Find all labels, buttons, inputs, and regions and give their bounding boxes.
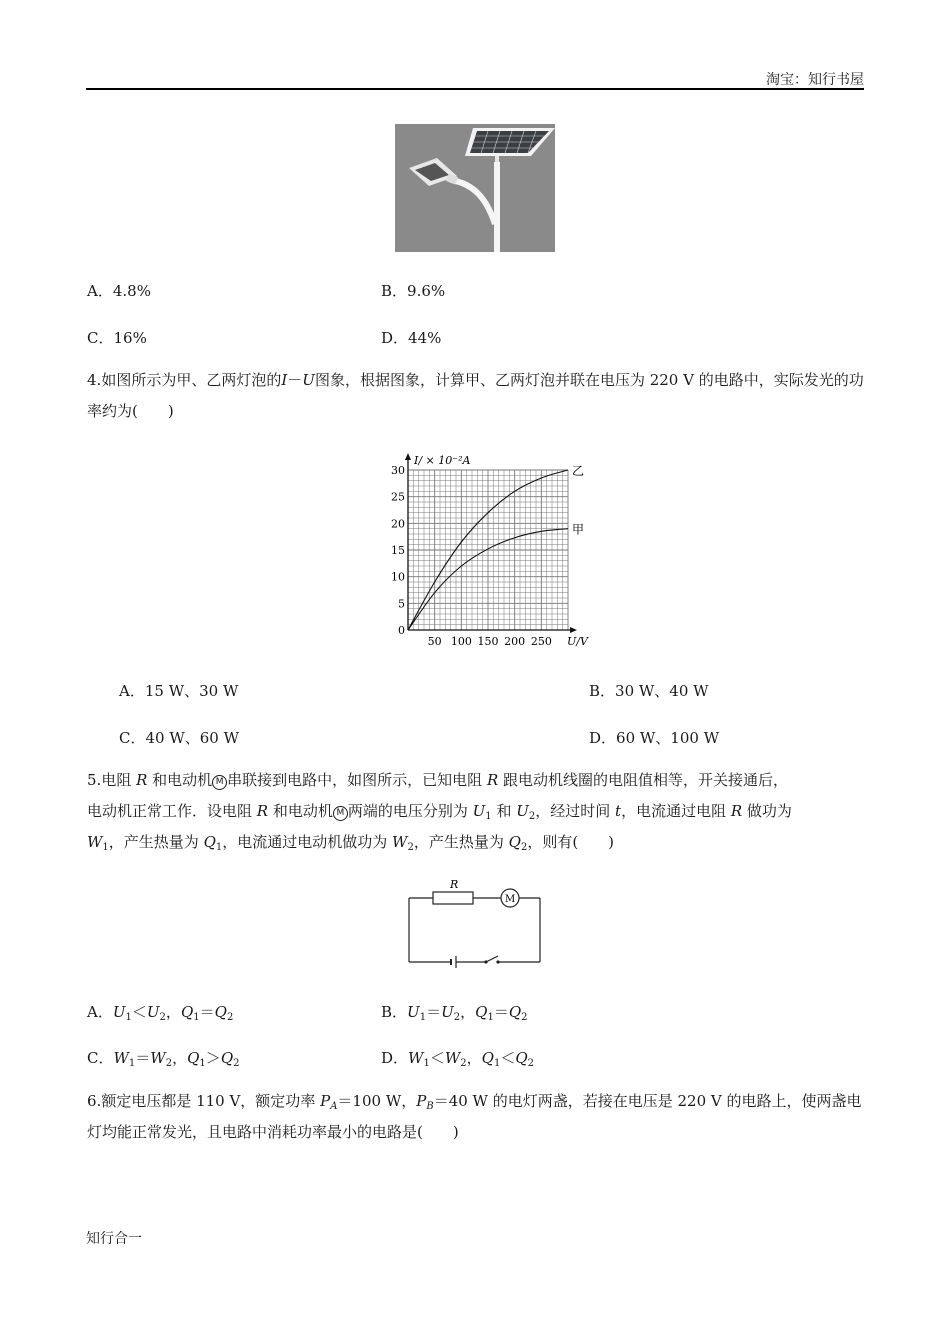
street-lamp-photo	[395, 124, 555, 252]
q5-line-3: $W_1$，产生热量为 $Q_1$，电流通过电动机做功为 $W_2$，产生热量为 $Q_2$，则有( )	[87, 833, 615, 853]
x-axis-arrow	[570, 627, 577, 633]
motor-symbol: M	[212, 775, 227, 790]
x-axis-label: U/V	[567, 635, 588, 648]
y-tick-label: 10	[391, 570, 405, 584]
x-tick-label: 150	[477, 635, 499, 648]
footer-text: 知行合一	[86, 1231, 142, 1247]
y-tick-label: 25	[391, 490, 405, 504]
q3-option-b[interactable]: B．9.6%	[381, 282, 446, 300]
x-tick-label: 200	[504, 635, 526, 648]
y-tick-label: 5	[398, 597, 405, 611]
switch-lever	[486, 956, 498, 962]
q4-question-text: 4.如图所示为甲、乙两灯泡的I－U图象，根据图象，计算甲、乙两灯泡并联在电压为 220 V 的电路中，实际发光的功率约为( )	[87, 371, 864, 420]
q5-option-a[interactable]: A．$U_1<U_2$，$Q_1=Q_2$	[87, 1003, 234, 1023]
chart-grid	[405, 453, 577, 633]
q3-option-a[interactable]: A．4.8%	[87, 282, 151, 300]
q3-option-c[interactable]: C．16%	[87, 329, 147, 347]
q4-option-d[interactable]: D．60 W、100 W	[589, 729, 720, 747]
q3-option-d[interactable]: D．44%	[381, 329, 442, 347]
x-tick-label: 250	[530, 635, 552, 648]
header-rule	[86, 88, 864, 90]
q4-option-a[interactable]: A．15 W、30 W	[119, 682, 239, 700]
iu-chart	[360, 446, 600, 652]
x-tick-label: 50	[427, 635, 442, 648]
y-axis-arrow	[405, 453, 411, 460]
motor-label: M	[505, 894, 516, 905]
q5-option-c[interactable]: C．$W_1=W_2$，$Q_1>Q_2$	[87, 1049, 240, 1069]
header-shop-label: 淘宝：知行书屋	[766, 72, 864, 88]
x-tick-label: 100	[450, 635, 472, 648]
q5-option-b[interactable]: B．$U_1=U_2$，$Q_1=Q_2$	[381, 1003, 528, 1023]
q4-option-c[interactable]: C．40 W、60 W	[119, 729, 240, 747]
y-tick-label: 15	[391, 544, 405, 557]
q5-option-d[interactable]: D．$W_1<W_2$，$Q_1<Q_2$	[381, 1049, 535, 1069]
q6-question-text: 6.额定电压都是 110 V，额定功率 $P_A=100$ W，$P_B=40$ W 的电灯两盏，若接在电压是 220 V 的电路上，使两盏电灯均能正常发光，且电路中消耗功率最小的电路是( )	[87, 1092, 862, 1141]
y-tick-label: 0	[398, 624, 405, 637]
circuit-diagram	[400, 876, 550, 970]
q5-line-1: 5.电阻 R 和电动机 M 串联接到电路中，如图所示，已知电阻 R 跟电动机线圈的电阻值相等，开关接通后，	[87, 771, 789, 789]
y-tick-label: 30	[391, 464, 405, 477]
q5-line-2: 电动机正常工作．设电阻 R 和电动机 M 两端的电压分别为 $U_1$ 和 $U_2$，经过时间 t，电流通过电阻 R 做功为	[87, 802, 792, 822]
y-axis-label: I/ × 10⁻²A	[414, 454, 471, 467]
q4-option-b[interactable]: B．30 W、40 W	[589, 682, 709, 700]
series-label: 乙	[572, 464, 585, 478]
series-label: 甲	[572, 522, 585, 537]
y-tick-label: 20	[391, 517, 405, 531]
motor-symbol: M	[333, 806, 348, 821]
resistor-symbol	[433, 892, 473, 904]
q5-question-text	[87, 765, 865, 858]
resistor-label: R	[450, 878, 459, 891]
